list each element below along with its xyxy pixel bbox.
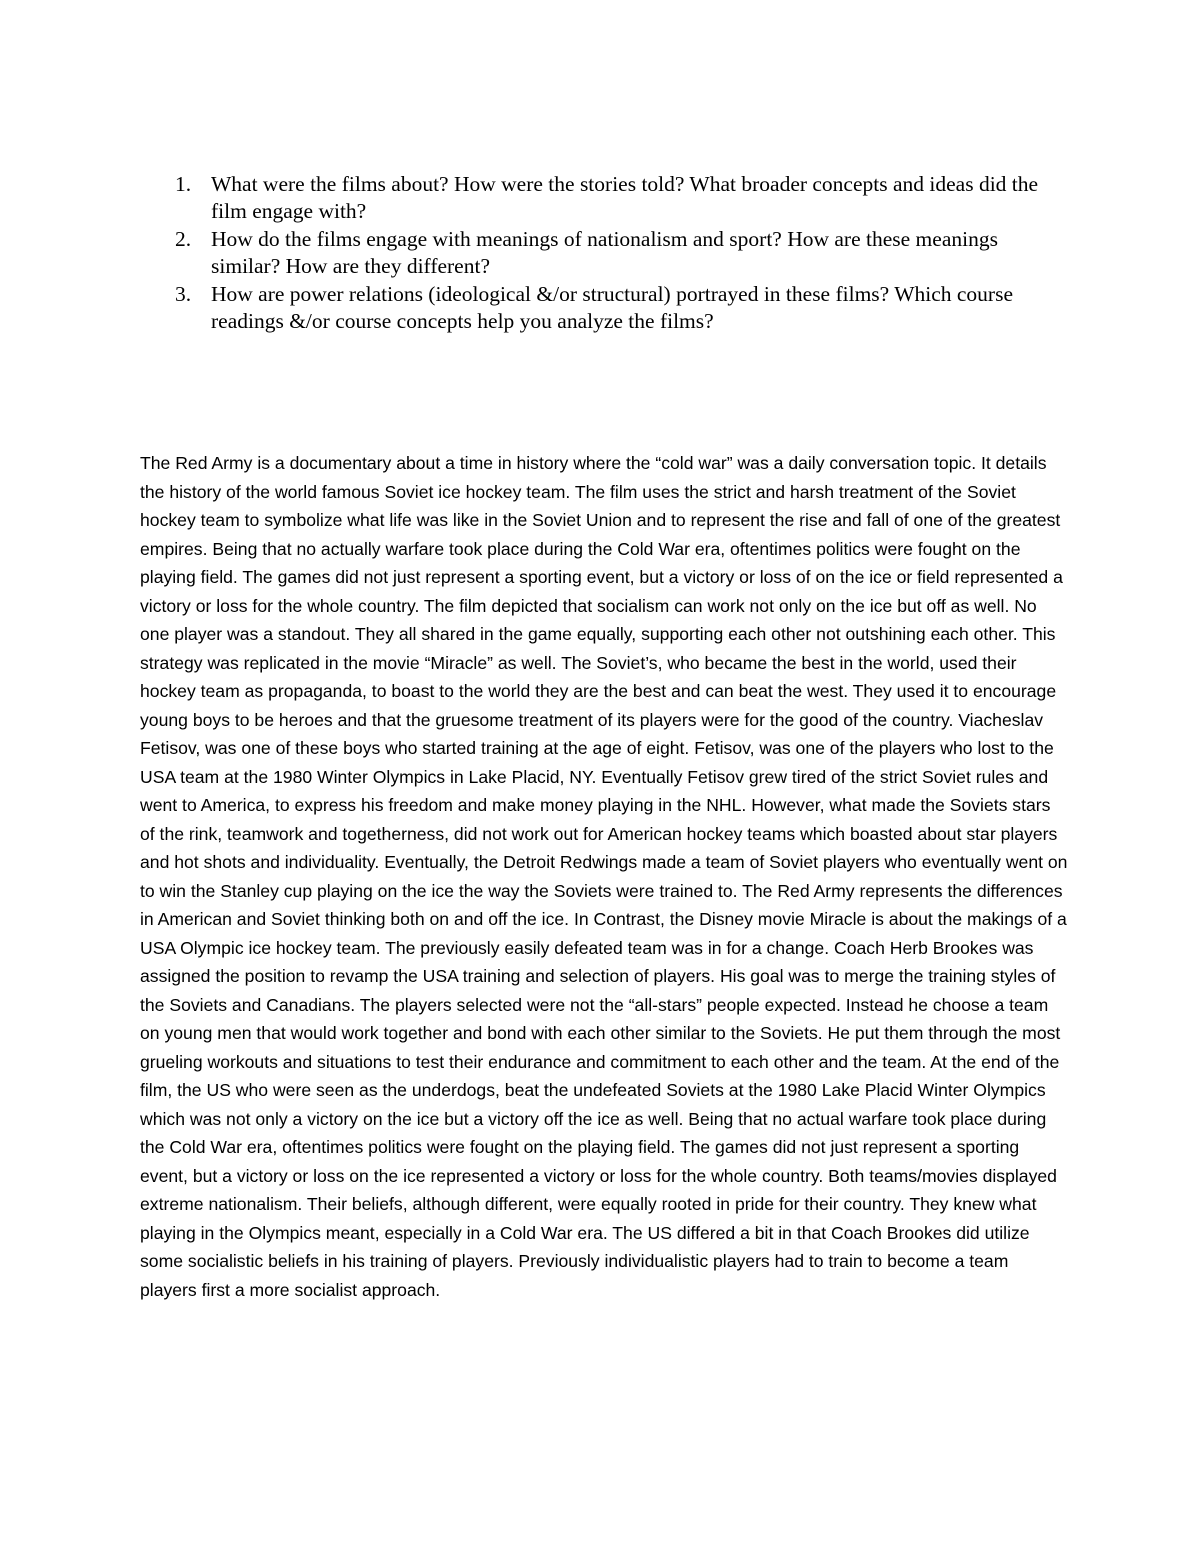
question-number: 3. bbox=[175, 282, 192, 306]
question-number: 1. bbox=[175, 172, 192, 196]
question-text: What were the films about? How were the stories told? What broader concepts and ideas did the film engage with? bbox=[211, 172, 1039, 223]
question-item bbox=[168, 226, 1068, 280]
question-item bbox=[168, 281, 1068, 335]
question-item bbox=[168, 171, 1068, 225]
question-list bbox=[168, 171, 1068, 336]
question-text: How are power relations (ideological &/or structural) portrayed in these films? Which course readings &/or course concepts help you analyze the films? bbox=[211, 282, 1013, 333]
question-text: How do the films engage with meanings of nationalism and sport? How are these meanings similar? How are they different? bbox=[211, 227, 998, 278]
essay-paragraph: The Red Army is a documentary about a time in history where the “cold war” was a daily conversation topic. It details the history of the world famous Soviet ice hockey team. The film uses the strict and harsh treatment of the Soviet hockey team to symbolize what life was like in the Soviet Union and to represent the rise and fall of one of the greatest empires. Being that no actually warfare took place during the Cold War era, oftentimes politics were fought on the playing field. The games did not just represent a sporting event, but a victory or loss of on the ice or field represented a victory or loss for the whole country. The film depicted that socialism can work not only on the ice but off as well. No one player was a standout. They all shared in the game equally, supporting each other not outshining each other. This strategy was replicated in the movie “Miracle” as well. The Soviet’s, who became the best in the world, used their hockey team as propaganda, to boast to the world they are the best and can beat the west. They used it to encourage young boys to be heroes and that the gruesome treatment of its players were for the good of the country. Viacheslav Fetisov, was one of these boys who started training at the age of eight. Fetisov, was one of the players who lost to the USA team at the 1980 Winter Olympics in Lake Placid, NY. Eventually Fetisov grew tired of the strict Soviet rules and went to America, to express his freedom and make money playing in the NHL. However, what made the Soviets stars of the rink, teamwork and togetherness, did not work out for American hockey teams which boasted about star players and hot shots and individuality. Eventually, the Detroit Redwings made a team of Soviet players who eventually went on to win the Stanley cup playing on the ice the way the Soviets were trained to. The Red Army represents the differences in American and Soviet thinking both on and off the ice. In Contrast, the Disney movie Miracle is about the makings of a USA Olympic ice hockey team. The previously easily defeated team was in for a change. Coach Herb Brookes was assigned the position to revamp the USA training and selection of players. His goal was to merge the training styles of the Soviets and Canadians. The players selected were not the “all-stars” people expected. Instead he choose a team on young men that would work together and bond with each other similar to the Soviets. He put them through the most grueling workouts and situations to test their endurance and commitment to each other and the team. At the end of the film, the US who were seen as the underdogs, beat the undefeated Soviets at the 1980 Lake Placid Winter Olympics which was not only a victory on the ice but a victory off the ice as well. Being that no actual warfare took place during the Cold War era, oftentimes politics were fought on the playing field. The games did not just represent a sporting event, but a victory or loss on the ice represented a victory or loss for the whole country. Both teams/movies displayed extreme nationalism. Their beliefs, although different, were equally rooted in pride for their country. They knew what playing in the Olympics meant, especially in a Cold War era. The US differed a bit in that Coach Brookes did utilize some socialistic beliefs in his training of players. Previously individualistic players had to train to become a team players first a more socialist approach. bbox=[140, 453, 1068, 1300]
question-number: 2. bbox=[175, 227, 192, 251]
